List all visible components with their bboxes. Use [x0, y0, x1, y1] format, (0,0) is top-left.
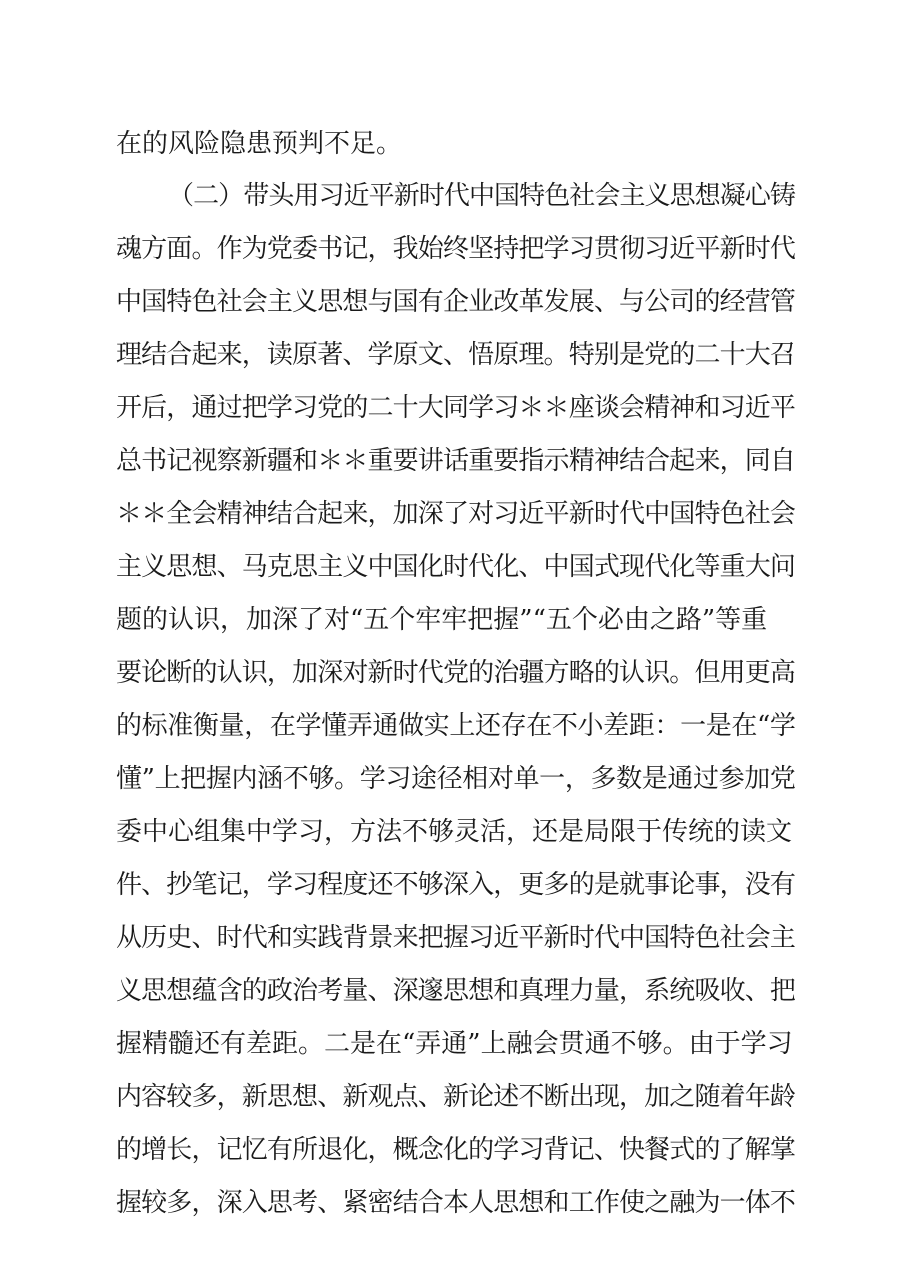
text-line: 义思想蕴含的政治考量、深邃思想和真理力量，系统吸收、把 [116, 976, 796, 1006]
text-line: 内容较多，新思想、新观点、新论述不断出现，加之随着年龄 [116, 1082, 796, 1112]
text-line: 要论断的认识，加深对新时代党的治疆方略的认识。但用更高 [116, 658, 796, 688]
text-line: 从历史、时代和实践背景来把握习近平新时代中国特色社会主 [116, 923, 796, 953]
text-line: 握精髓还有差距。二是在“弄通”上融会贯通不够。由于学习 [116, 1029, 793, 1059]
text-line: 的增长，记忆有所退化，概念化的学习背记、快餐式的了解掌 [116, 1135, 796, 1165]
text-line: 总书记视察新疆和＊＊重要讲话重要指示精神结合起来，同自 [116, 446, 796, 476]
text-line: 题的认识，加深了对“五个牢牢把握”“五个必由之路”等重 [116, 605, 768, 635]
text-line: 魂方面。作为党委书记，我始终坚持把学习贯彻习近平新时代 [116, 234, 796, 264]
text-line: 开后，通过把学习党的二十大同学习＊＊座谈会精神和习近平 [116, 393, 796, 423]
text-line: 委中心组集中学习，方法不够灵活，还是局限于传统的读文 [116, 817, 793, 847]
text-line: 主义思想、马克思主义中国化时代化、中国式现代化等重大问 [116, 552, 796, 582]
text-line: 在的风险隐患预判不足。 [116, 129, 403, 159]
text-line: （二）带头用习近平新时代中国特色社会主义思想凝心铸 [168, 181, 796, 211]
text-line: 握较多，深入思考、紧密结合本人思想和工作使之融为一体不 [116, 1188, 796, 1218]
text-line: 懂”上把握内涵不够。学习途径相对单一，多数是通过参加党 [116, 764, 796, 794]
text-line: ＊＊全会精神结合起来，加深了对习近平新时代中国特色社会 [116, 499, 796, 529]
text-line: 理结合起来，读原著、学原文、悟原理。特别是党的二十大召 [116, 340, 796, 370]
text-line: 的标准衡量，在学懂弄通做实上还存在不小差距：一是在“学 [116, 711, 796, 741]
text-line: 中国特色社会主义思想与国有企业改革发展、与公司的经营管 [116, 287, 796, 317]
text-line: 件、抄笔记，学习程度还不够深入，更多的是就事论事，没有 [116, 870, 796, 900]
